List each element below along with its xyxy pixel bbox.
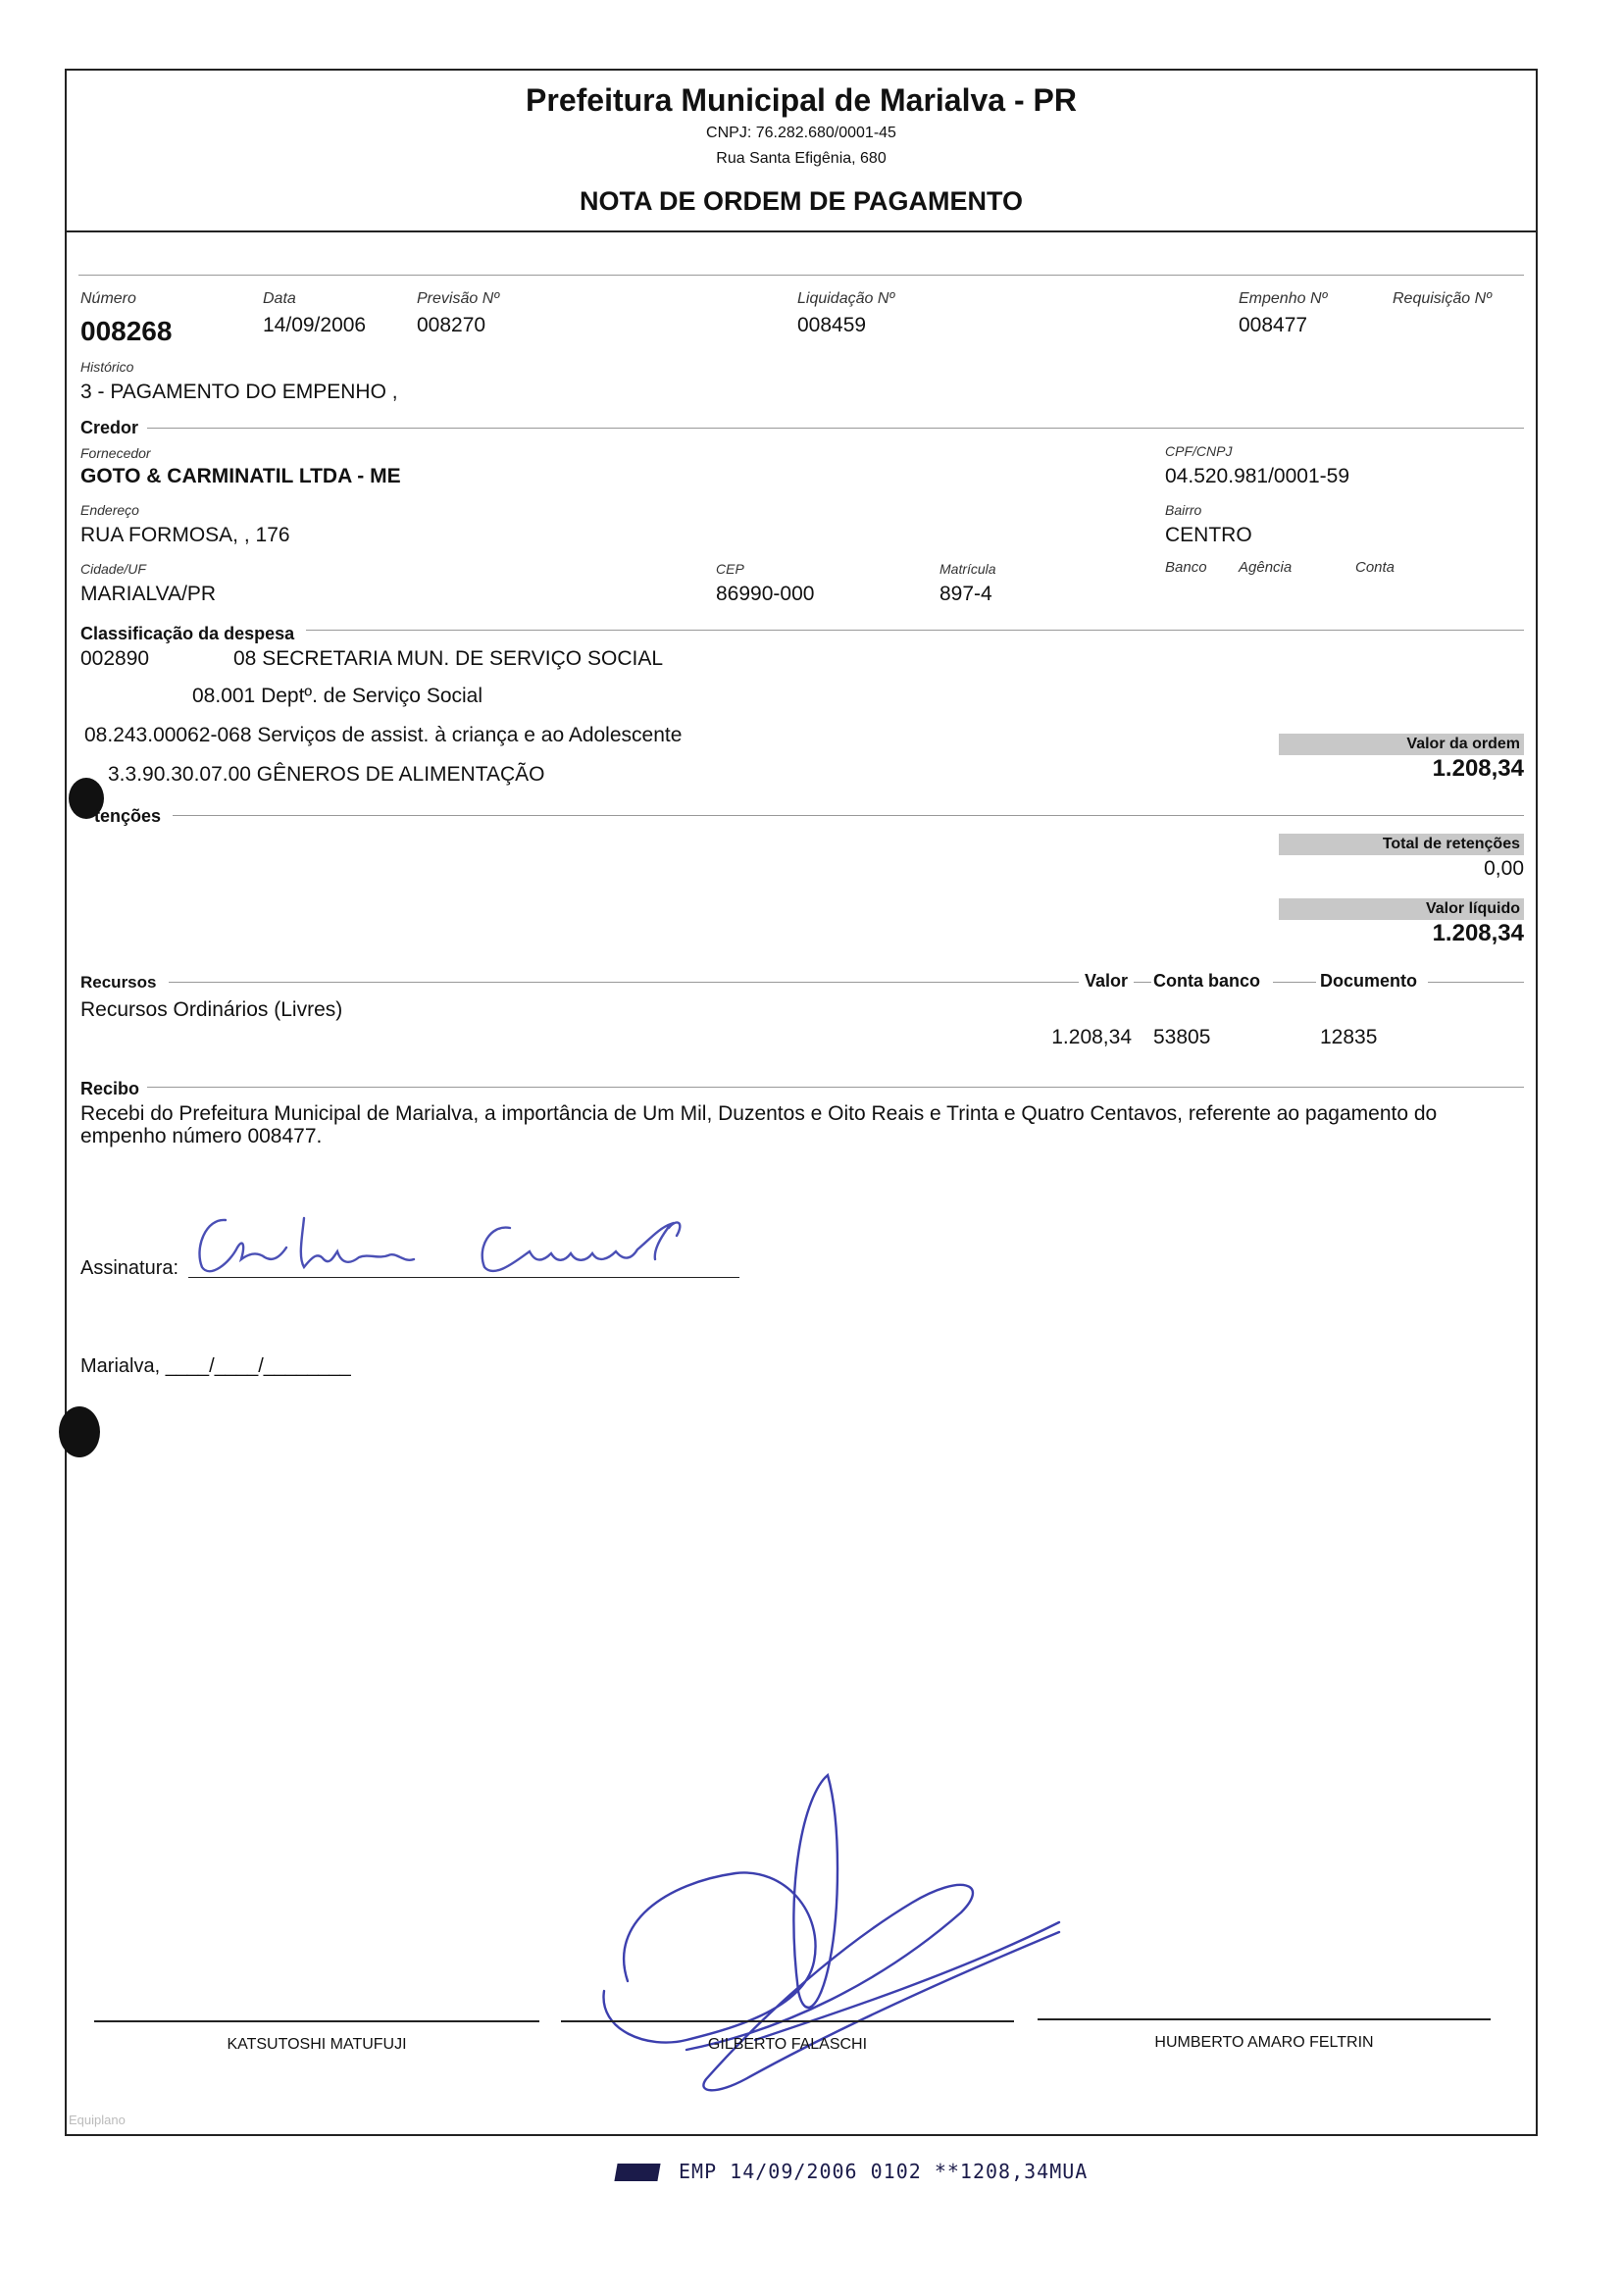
top-rule: [78, 275, 1524, 276]
signatory-2: GILBERTO FALASCHI: [707, 2036, 868, 2053]
data-value: 14/09/2006: [263, 314, 367, 336]
numero-value: 008268: [80, 316, 173, 346]
footer-software-mark: Equiplano: [69, 2113, 126, 2127]
cpf-value: 04.520.981/0001-59: [1165, 465, 1350, 487]
historico-label: Histórico: [80, 359, 134, 375]
receiver-signature: [186, 1208, 736, 1287]
recursos-valor: 1.208,34: [1051, 1026, 1132, 1048]
stamp-logo-mark: [614, 2164, 660, 2181]
signature-line-1: [94, 2020, 539, 2022]
municipality-title: Prefeitura Municipal de Marialva - PR: [526, 82, 1077, 118]
credor-section-title: Credor: [80, 418, 139, 437]
classificacao-code: 002890: [80, 647, 150, 670]
valor-ordem-value: 1.208,34: [1432, 755, 1524, 782]
cnpj-line: CNPJ: 76.282.680/0001-45: [706, 125, 896, 141]
data-label: Data: [263, 290, 296, 307]
retencoes-band: Total de retenções: [1279, 834, 1524, 855]
punch-hole-mark-2: [59, 1406, 100, 1457]
previsao-label: Previsão Nº: [417, 290, 500, 307]
recursos-section-title: Recursos: [80, 973, 157, 992]
endereco-value: RUA FORMOSA, , 176: [80, 524, 290, 546]
cidade-value: MARIALVA/PR: [80, 583, 217, 605]
classificacao-line3: 08.243.00062-068 Serviços de assist. à criança e ao Adolescente: [84, 724, 683, 746]
endereco-label: Endereço: [80, 502, 139, 518]
credor-rule: [147, 428, 1524, 429]
classificacao-rule: [306, 630, 1524, 631]
cidade-label: Cidade/UF: [80, 561, 146, 577]
recursos-documento: 12835: [1320, 1026, 1378, 1048]
historico-value: 3 - PAGAMENTO DO EMPENHO ,: [80, 381, 398, 403]
recursos-rule-2: [1134, 982, 1151, 983]
signatory-3: HUMBERTO AMARO FELTRIN: [1154, 2034, 1374, 2051]
retencoes-value: 0,00: [1484, 857, 1524, 880]
local-data-line: Marialva, ____/____/________: [80, 1355, 351, 1377]
authentication-stamp: EMP 14/09/2006 0102 **1208,34MUA: [679, 2160, 1089, 2183]
official-signature: [588, 1765, 1079, 2109]
matricula-label: Matrícula: [939, 561, 996, 577]
recibo-text: Recebi do Prefeitura Municipal de Marialva, a importância de Um Mil, Duzentos e Oito Reais e Trinta e Quatro Centavos, referente ao pagamento do empenho número 008477.: [80, 1102, 1438, 1147]
conta-label: Conta: [1355, 559, 1396, 576]
previsao-value: 008270: [417, 314, 486, 336]
recursos-valor-label: Valor: [1085, 971, 1129, 991]
header-divider: [65, 230, 1538, 232]
recibo-rule: [147, 1087, 1524, 1088]
empenho-label: Empenho Nº: [1239, 290, 1328, 307]
recursos-documento-label: Documento: [1320, 971, 1417, 991]
fornecedor-label: Fornecedor: [80, 445, 151, 461]
numero-label: Número: [80, 290, 136, 307]
retencoes-rule: [173, 815, 1524, 816]
liquido-value: 1.208,34: [1432, 920, 1524, 946]
address-line: Rua Santa Efigênia, 680: [716, 150, 887, 167]
classificacao-line1: 08 SECRETARIA MUN. DE SERVIÇO SOCIAL: [233, 647, 664, 670]
assinatura-label: Assinatura:: [80, 1257, 179, 1279]
agencia-label: Agência: [1239, 559, 1293, 576]
banco-label: Banco: [1165, 559, 1207, 576]
recursos-conta-label: Conta banco: [1153, 971, 1261, 991]
classificacao-section-title: Classificação da despesa: [80, 624, 295, 643]
bairro-value: CENTRO: [1165, 524, 1252, 546]
cep-label: CEP: [716, 561, 744, 577]
liquidacao-label: Liquidação Nº: [797, 290, 895, 307]
signature-line-3: [1038, 2018, 1491, 2020]
liquidacao-value: 008459: [797, 314, 867, 336]
signature-line-2: [561, 2020, 1014, 2022]
matricula-value: 897-4: [939, 583, 992, 605]
fornecedor-value: GOTO & CARMINATIL LTDA - ME: [80, 465, 401, 487]
classificacao-line2: 08.001 Deptº. de Serviço Social: [192, 685, 483, 707]
recursos-rule-4: [1428, 982, 1524, 983]
empenho-value: 008477: [1239, 314, 1308, 336]
classificacao-line4: 3.3.90.30.07.00 GÊNEROS DE ALIMENTAÇÃO: [108, 763, 545, 786]
bairro-label: Bairro: [1165, 502, 1202, 518]
liquido-band: Valor líquido: [1279, 898, 1524, 920]
cep-value: 86990-000: [716, 583, 815, 605]
document-title: NOTA DE ORDEM DE PAGAMENTO: [579, 186, 1023, 216]
recursos-conta: 53805: [1153, 1026, 1211, 1048]
cpf-label: CPF/CNPJ: [1165, 443, 1233, 459]
recursos-rule-3: [1273, 982, 1316, 983]
recursos-rule: [169, 982, 1079, 983]
signatory-1: KATSUTOSHI MATUFUJI: [227, 2036, 407, 2053]
recursos-descricao: Recursos Ordinários (Livres): [80, 998, 343, 1021]
recibo-section-title: Recibo: [80, 1079, 140, 1098]
retencoes-section-title: tenções: [94, 806, 162, 826]
requisicao-label: Requisição Nº: [1393, 290, 1492, 307]
valor-ordem-band: Valor da ordem: [1279, 734, 1524, 755]
